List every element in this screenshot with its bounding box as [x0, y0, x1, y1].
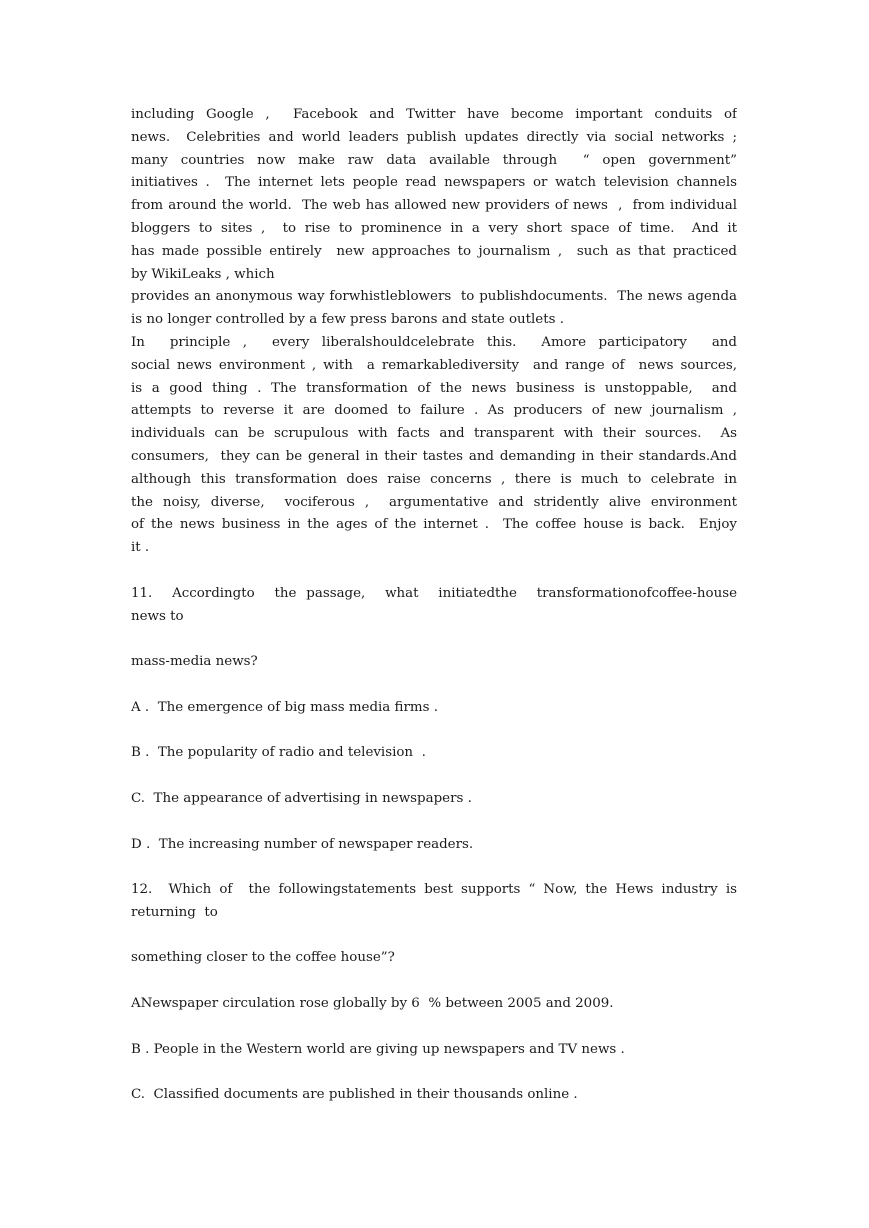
document-page: [131, 104, 737, 1107]
passage-line: of the news business in the ages of the internet . The coffee house is back. Enjoy: [131, 517, 737, 533]
question-12-stem-cont: returning to: [131, 904, 218, 920]
passage-line: including Google , Facebook and Twitter have become important conduits of: [131, 107, 737, 122]
passage-line: the noisy, diverse, vociferous , argumentative and stridently alive environment: [131, 494, 737, 510]
passage-line: individuals can be scrupulous with facts and transparent with their sources. As: [131, 426, 737, 442]
question-12-stem: 12. Which of the followingstatements best supports “ Now, the Hews industry is: [131, 882, 737, 898]
passage-line: consumers, they can be general in their tastes and demanding in their standards.And: [131, 448, 737, 464]
passage-line: it .: [131, 540, 150, 556]
question-11-option-a: A . The emergence of big mass media firms .: [131, 699, 438, 715]
question-11-stem-cont: news to: [131, 608, 184, 624]
question-12-stem-end: something closer to the coffee house”?: [131, 950, 395, 966]
passage-line: In principle , every liberalshouldcelebrate this. Amore participatory and: [131, 334, 737, 350]
question-12: [131, 879, 737, 1107]
passage-line: by WikiLeaks , which: [131, 266, 275, 282]
passage-line: is a good thing . The transformation of the news business is unstoppable, and: [131, 380, 737, 396]
passage-text: [131, 104, 737, 560]
question-12-option-a: ANewspaper circulation rose globally by 6 % between 2005 and 2009.: [131, 996, 614, 1012]
question-11: [131, 583, 737, 857]
question-11-option-b: B . The popularity of radio and television .: [131, 745, 426, 761]
passage-line: from around the world. The web has allowed new providers of news , from individual: [131, 198, 737, 214]
passage-line: provides an anonymous way forwhistleblowers to publishdocuments. The news agenda: [131, 289, 737, 305]
passage-line: initiatives . The internet lets people read newspapers or watch television channels: [131, 175, 737, 191]
passage-line: attempts to reverse it are doomed to failure . As producers of new journalism ,: [131, 403, 737, 419]
question-12-option-c: C. Classified documents are published in their thousands online .: [131, 1087, 578, 1103]
question-11-option-c: C. The appearance of advertising in newspapers .: [131, 790, 472, 806]
passage-line: social news environment , with a remarkablediversity and range of news sources,: [131, 357, 737, 373]
question-11-option-d: D . The increasing number of newspaper readers.: [131, 836, 474, 852]
passage-line: is no longer controlled by a few press barons and state outlets .: [131, 312, 564, 328]
question-11-stem-end: mass-media news?: [131, 654, 258, 670]
passage-line: many countries now make raw data available through “ open government”: [131, 152, 737, 168]
question-11-stem: 11. Accordingto the passage, what initiatedthe transformationofcoffee-house: [131, 585, 737, 601]
passage-line: although this transformation does raise concerns , there is much to celebrate in: [131, 471, 737, 487]
passage-line: bloggers to sites , to rise to prominence in a very short space of time. And it: [131, 220, 737, 236]
passage-line: news. Celebrities and world leaders publish updates directly via social networks ;: [131, 129, 737, 145]
passage-line: has made possible entirely new approaches to journalism , such as that practiced: [131, 243, 737, 259]
question-12-option-b: B . People in the Western world are giving up newspapers and TV news .: [131, 1041, 625, 1057]
